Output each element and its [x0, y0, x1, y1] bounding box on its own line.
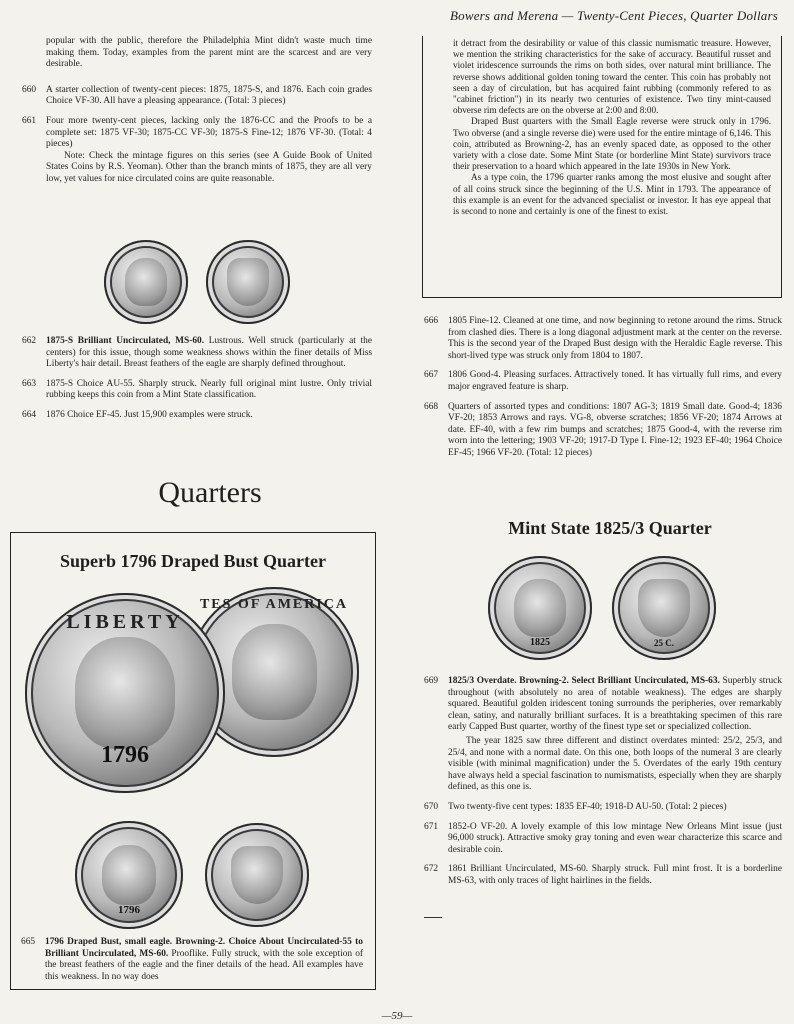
running-header: Bowers and Merena — Twenty-Cent Pieces, Quarter Dollars — [449, 8, 778, 23]
lot-number: 665 — [21, 937, 36, 947]
coin-legend: LIBERTY — [66, 611, 184, 633]
mint-state-title: Mint State 1825/3 Quarter — [508, 518, 712, 538]
coin-date: 1825 — [530, 636, 550, 648]
lot-number: 663 — [22, 378, 37, 389]
coin-date: 1796 — [118, 904, 140, 917]
continuation-paragraph: As a type coin, the 1796 quarter ranks among the most elusive and sought after of all coins struck since the beginning of the U.S. Mint in 1793. The appearance of this example is an event for the advanced specialist or investor. It has eye appeal that is second to none and certainly is one of the finest to exist. — [453, 172, 771, 217]
continuation-paragraph: it detract from the desirability or value of this classic numismatic treasure. However, we mention the striking characteristics for the sake of accuracy. Beautiful russet and violet iridescence surrounds the rims on both sides, over natural mint brilliance. The reverse shows additional golden toning toward the center. This coin has probably not seen a day of circulation, but has acquired faint rubbing (commonly refered to as "cabinet friction") in its nearly two centuries of existence. Two tiny mint-caused obverse rim defects are on the obverse at 2:00 and 8:00. — [453, 38, 771, 116]
lot-text: 1876 Choice EF-45. Just 15,900 examples were struck. — [46, 409, 253, 420]
lot-title: 1875-S Brilliant Uncirculated, MS-60. — [46, 336, 205, 346]
lot-title: 1825/3 Overdate. Browning-2. Select Brilliant Uncirculated, MS-63. — [448, 676, 720, 686]
lot-text: Prooflike. Fully struck, with the sole exception of the breast feathers of the eagle and the finer details of the head. All examples have this weakness. In no way does — [45, 948, 364, 982]
lot-text: 1875-S Choice AU-55. Sharply struck. Nearly full original mint lustre. Only trivial rubbing keeps this coin from a Mint State classification. — [46, 378, 372, 401]
lot-text: Quarters of assorted types and conditions: 1807 AG-3; 1819 Small date. Good-4; 1836 VF-20; 1853 Arrows and rays. VG-8, obverse scratches; 1856 VF-20; 1874 Arrows at date. EF-40, with a few rim bumps and scratches; 1875 Good-4, with the reverse rim worn into the lettering; 1903 VF-20; 1917-D Type I. Fine-12; 1923 EF-40; 1964 Choice EF-45; 1966 VF-20. (Total: 12 pieces) — [448, 401, 782, 458]
lot-number: 664 — [22, 409, 37, 420]
left-lots-lower — [12, 336, 372, 430]
coin-reverse-image — [206, 240, 290, 324]
lot-669 — [414, 676, 782, 794]
lot-text: 1861 Brilliant Uncirculated, MS-60. Sharply struck. Full mint frost. It is a borderline MS-63, with only traces of light hairlines in the fields. — [448, 864, 782, 886]
lot-text: Superbly struck throughout (with absolutely no area of notable weakness). The edges are sharply squared. Beautiful golden iridescent toning surrounds the peripheries, over remarkably clean, satiny, and naturally brilliant surfaces. It is a breathtaking specimen of this rare early Capped Bust quarter, worthy of the finest type set or specialized collection. — [448, 676, 782, 733]
lot-664 — [12, 410, 372, 422]
lot-667 — [414, 370, 782, 393]
lot-number: 662 — [22, 336, 37, 346]
continuation-text: popular with the public, therefore the Philadelphia Mint didn't waste much time making them. Today, examples from the parent mint are the scarcest and are very desirable. — [46, 36, 372, 70]
section-title: Quarters — [158, 476, 262, 509]
lot-number: 669 — [424, 676, 439, 686]
lot-668 — [414, 402, 782, 460]
lot-672 — [414, 864, 782, 887]
lot-text: 1805 Fine-12. Cleaned at one time, and now beginning to retone around the rims. Struck from clashed dies. There is a long diagonal adjustment mark at the center on the reverse. This is the second year of the Draped Bust design with the Heraldic Eagle reverse. This short-lived type was struck only from 1804 to 1807. — [448, 316, 782, 361]
coin-date: 1796 — [101, 742, 149, 768]
coin-1825-obverse — [488, 556, 592, 660]
lot-paragraph: The year 1825 saw three different and distinct overdates minted: 25/2, 25/3, and 25/4, and none with a normal date. On this one, both loops of the numeral 3 are clearly visible (with minimal magnification) under the 5. Overdates of the early 19th century have always held a special fascination to numismatists, especially when they are sharply defined, as this one is. — [448, 735, 782, 793]
lot-text: 1806 Good-4. Pleasing surfaces. Attractively toned. It has virtually full rims, and every major engraved feature is sharp. — [448, 370, 782, 392]
lot-text: 1852-O VF-20. A lovely example of this low mintage New Orleans Mint issue (just 96,000 struck). Attractive smoky gray toning and even wear characterize this scarce and desirable coin. — [448, 821, 782, 855]
lot-text: A starter collection of twenty-cent pieces: 1875, 1875-S, and 1876. Each coin grades Choice VF-30. All have a pleasing appearance. (Total: 3 pieces) — [46, 84, 372, 107]
lot-number: 668 — [424, 401, 439, 412]
featured-lot-continuation-box — [422, 36, 782, 298]
lot-666 — [414, 316, 782, 362]
coin-obverse-image — [104, 240, 188, 324]
coin-obverse-large — [25, 593, 225, 793]
lot-number: 667 — [424, 370, 439, 381]
lot-662 — [12, 336, 372, 371]
continuation-paragraph: Draped Bust quarters with the Small Eagle reverse were struck only in 1796. Two obverse (and a single reverse die) were used for the entire mintage of 6,146. This coin, attributed as Browning-2, has an evenly spaced date, as opposed to the other variety with a close date. Some Mint State (or borderline Mint State) survivors trace their preservation to a hoard which appeared in the late 1930s in New York. — [453, 116, 771, 172]
margin-rule — [424, 917, 442, 918]
lot-note: Note: Check the mintage figures on this series (see A Guide Book of United States Coins by R.S. Yeoman). Other than the branch mints of 1875, they are all very low, yet values for nice circulated coins are quite reasonable. — [46, 150, 372, 184]
lot-title: 1796 Draped Bust, small eagle. Browning-2. Choice About Uncirculated-55 to Brilliant Uncirculated, MS-60. — [45, 937, 363, 959]
lot-670 — [414, 802, 782, 814]
coin-reverse-small — [205, 823, 309, 927]
lot-number: 670 — [424, 801, 439, 812]
coin-obverse-small — [75, 821, 183, 929]
lot-number: 661 — [22, 115, 37, 126]
page-number: —59— — [381, 1010, 413, 1022]
right-lots-upper — [414, 316, 782, 468]
lot-663 — [12, 379, 372, 402]
lot-text: Lustrous. Well struck (particularly at the centers) for this issue, though some weakness shows within the finer details of Miss Liberty's hair detail. Breast feathers of the eagle are sharply defined throughout. — [46, 336, 372, 370]
lot-text: Four more twenty-cent pieces, lacking only the 1876-CC and the Proofs to be a complete set: 1875 VF-30; 1875-CC VF-30; 1875-S Fine-12; 1876 VF-30. (Total: 4 pieces) — [46, 115, 372, 150]
featured-lot-box — [10, 532, 376, 990]
lot-665 — [11, 937, 363, 983]
coin-legend: TES OF AMERICA — [199, 597, 349, 612]
lot-660 — [12, 85, 372, 108]
right-lots-lower — [414, 676, 782, 896]
lot-number: 666 — [424, 316, 439, 326]
lot-number: 672 — [424, 864, 439, 875]
lot-number: 671 — [424, 821, 439, 832]
lot-671 — [414, 822, 782, 857]
lot-number: 660 — [22, 84, 37, 95]
featured-lot-title: Superb 1796 Draped Bust Quarter — [59, 551, 326, 571]
coin-denomination: 25 C. — [654, 637, 674, 648]
coin-1825-reverse — [612, 556, 716, 660]
left-column — [12, 36, 372, 194]
lot-661 — [12, 116, 372, 186]
lot-text: Two twenty-five cent types: 1835 EF-40; 1918-D AU-50. (Total: 2 pieces) — [448, 801, 727, 812]
